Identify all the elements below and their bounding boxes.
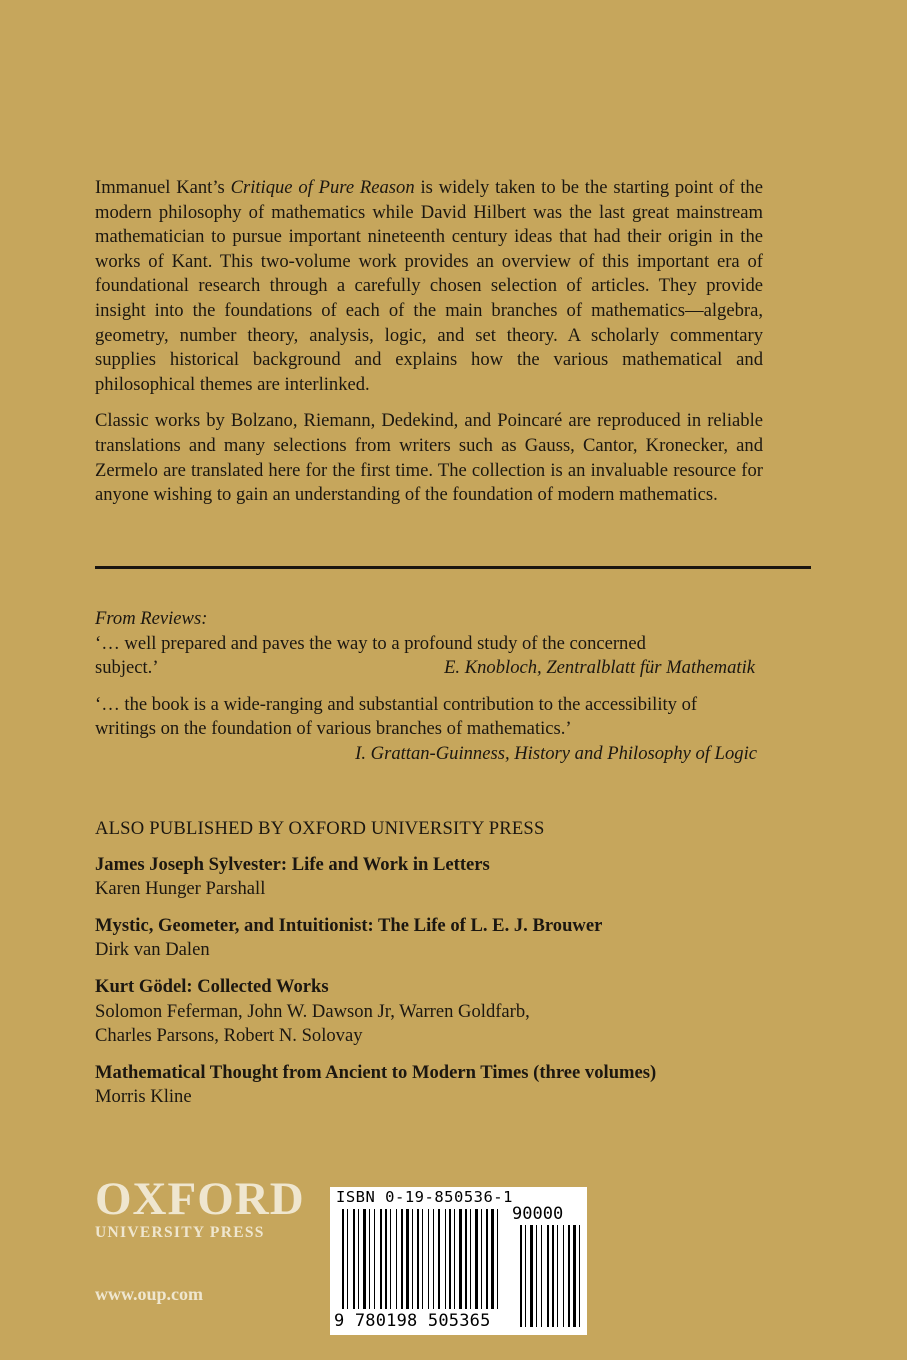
book-author: Karen Hunger Parshall — [95, 878, 266, 900]
review-2 — [95, 693, 761, 767]
book-author: Solomon Feferman, John W. Dawson Jr, Warren Goldfarb, — [95, 1000, 530, 1022]
barcode-addon-bar — [573, 1225, 576, 1327]
barcode-addon-bar — [563, 1225, 564, 1327]
barcode-bar — [380, 1209, 382, 1309]
barcode-bar — [385, 1209, 387, 1309]
ean-number: 9 780198 505365 — [334, 1311, 491, 1331]
barcode-bar — [422, 1209, 423, 1309]
publisher-url: www.oup.com — [95, 1284, 204, 1304]
barcode-bar — [438, 1209, 440, 1309]
logo-subtitle: UNIVERSITY PRESS — [95, 1224, 265, 1241]
book-author: Dirk van Dalen — [95, 939, 210, 961]
isbn-number: ISBN 0-19-850536-1 — [336, 1188, 513, 1206]
barcode-bar — [497, 1209, 498, 1309]
book-title: Mathematical Thought from Ancient to Modern Times (three volumes) — [95, 1061, 657, 1083]
book-title: James Joseph Sylvester: Life and Work in Letters — [95, 853, 490, 875]
barcode-bar — [363, 1209, 366, 1309]
divider-rule — [95, 566, 811, 569]
review-2-source: I. Grattan-Guinness, History and Philosophy of Logic — [355, 742, 757, 764]
description-paragraph-2: Classic works by Bolzano, Riemann, Dedekind, and Poincaré are reproduced in reliable translations and many selections from writers such as Gauss, Cantor, Kronecker, and Zermelo are translated here for the first time. The collection is an invaluable resource for anyone wishing to gain an understanding of the foundation of modern mathematics. — [95, 410, 763, 506]
barcode-addon-bar — [557, 1225, 558, 1327]
review-2-quote: ‘… the book is a wide-ranging and substantial contribution to the accessibility of writings on the foundation of various branches of mathematics.’ — [95, 693, 698, 740]
barcode-addon-bar — [525, 1225, 526, 1327]
barcode-bar — [449, 1209, 451, 1309]
reviews-section — [95, 607, 761, 779]
barcode-bar — [342, 1209, 344, 1309]
description-paragraph-1: Immanuel Kant’s Critique of Pure Reason is widely taken to be the starting point of the modern philosophy of mathematics while David Hilbert was the last great mainstream mathematician to pursue important nineteenth century ideas that had their origin in the works of Kant. This two-volume work provides an overview of this important era of foundational research through a carefully chosen selection of articles. They provide insight into the foundations of each of the main branches of mathematics—algebra, geometry, number theory, analysis, logic, and set theory. A scholarly commentary supplies historical background and explains how the various mathematical and philosophical themes are interlinked. — [95, 177, 763, 395]
book-entry — [95, 853, 795, 902]
book-title: Mystic, Geometer, and Intuitionist: The Life of L. E. J. Brouwer — [95, 914, 603, 936]
review-1-quote-line2: subject.’ — [95, 657, 159, 679]
also-published-section — [95, 817, 795, 1122]
barcode-addon-bar — [579, 1225, 580, 1327]
barcode-bar — [445, 1209, 446, 1309]
reviews-label: From Reviews: — [95, 608, 208, 629]
barcode-bar — [406, 1209, 409, 1309]
barcode-addon-bar — [536, 1225, 537, 1327]
book-title-reference: Critique of Pure Reason — [230, 177, 415, 198]
book-author: Morris Kline — [95, 1086, 192, 1108]
barcode-bar — [465, 1209, 467, 1309]
barcode-bar — [390, 1209, 391, 1309]
barcode-bar — [459, 1209, 462, 1309]
price-code: 90000 — [512, 1204, 564, 1224]
isbn-barcode — [330, 1187, 587, 1335]
book-description — [95, 176, 763, 520]
barcode-bar — [428, 1209, 429, 1309]
barcode-addon-bar — [541, 1225, 542, 1327]
logo-wordmark: OXFORD — [95, 1173, 305, 1225]
also-published-heading: ALSO PUBLISHED BY OXFORD UNIVERSITY PRESS — [95, 818, 545, 839]
review-1 — [95, 632, 761, 681]
barcode-bar — [358, 1209, 359, 1309]
barcode-bar — [374, 1209, 375, 1309]
barcode-addon-bar — [520, 1225, 522, 1327]
barcode-bar — [396, 1209, 397, 1309]
barcode-bar — [412, 1209, 413, 1309]
barcode-bar — [481, 1209, 482, 1309]
review-1-source: E. Knobloch, Zentralblatt für Mathematik — [444, 657, 755, 679]
book-title: Kurt Gödel: Collected Works — [95, 975, 329, 997]
book-entry — [95, 1061, 795, 1110]
review-1-quote-line1: ‘… well prepared and paves the way to a profound study of the concerned — [95, 632, 646, 654]
barcode-bar — [491, 1209, 494, 1309]
barcode-bar — [470, 1209, 471, 1309]
barcode-addon-bar — [568, 1225, 570, 1327]
barcode-bar — [454, 1209, 455, 1309]
barcode-bar — [369, 1209, 370, 1309]
book-entry — [95, 914, 795, 963]
barcode-addon-bar — [552, 1225, 554, 1327]
barcode-bar — [353, 1209, 355, 1309]
book-entry — [95, 975, 795, 1049]
barcode-bar — [486, 1209, 488, 1309]
barcode-bar — [433, 1209, 434, 1309]
barcode-bar — [417, 1209, 419, 1309]
book-author: Charles Parsons, Robert N. Solovay — [95, 1025, 363, 1047]
barcode-addon-bar — [547, 1225, 549, 1327]
barcode-addon-bar — [530, 1225, 533, 1327]
barcode-bar — [401, 1209, 403, 1309]
barcode-bar — [475, 1209, 478, 1309]
oxford-logo — [95, 1173, 305, 1242]
barcode-bar — [347, 1209, 348, 1309]
